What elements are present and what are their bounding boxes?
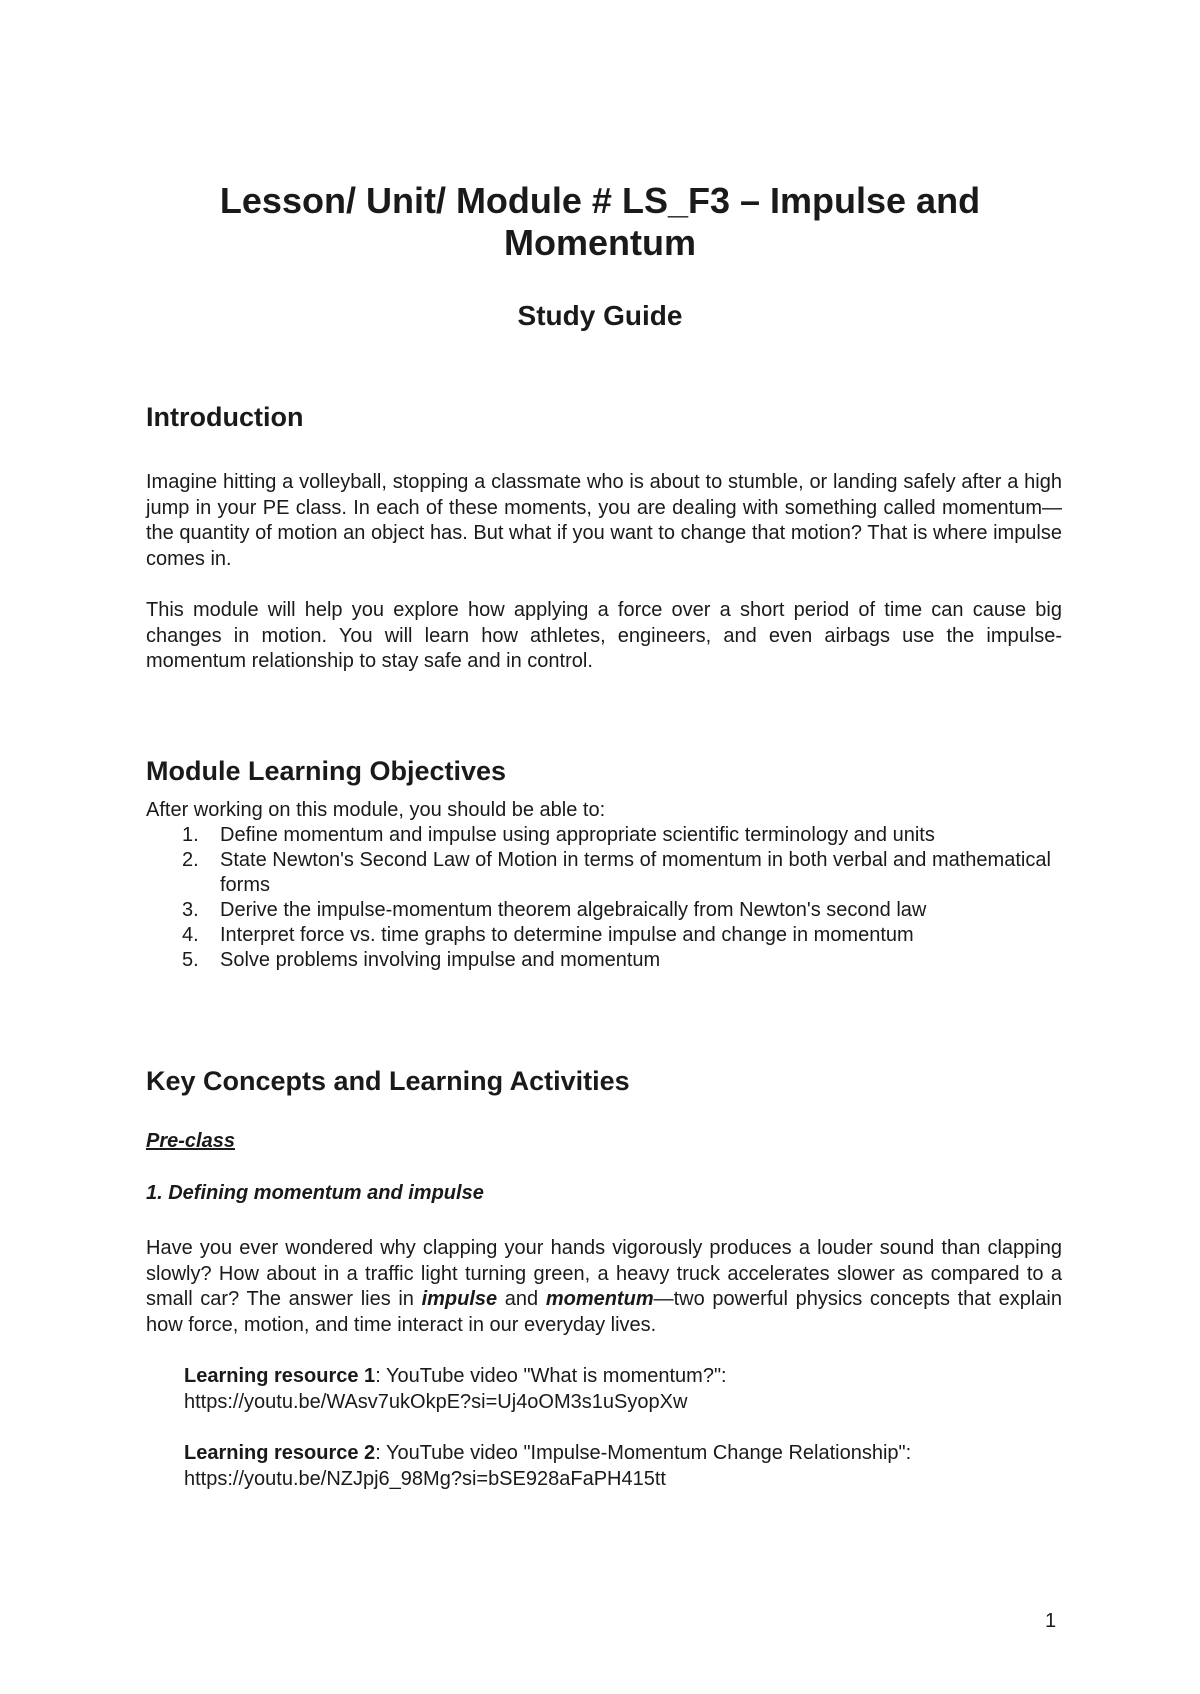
learning-resource-2 [184,1441,1064,1492]
objective-text: Define momentum and impulse using appropriate scientific terminology and units [220,824,935,846]
objectives-heading: Module Learning Objectives [146,756,507,786]
resource-label: Learning resource 1 [184,1365,376,1387]
objective-item [146,898,1062,923]
objective-text: Solve problems involving impulse and momentum [220,949,661,971]
objective-item [146,848,1062,898]
document-title: Lesson/ Unit/ Module # LS_F3 – Impulse and Momentum [219,180,981,263]
objectives-list [146,823,1062,973]
resource-description: : YouTube video "Impulse-Momentum Change Relationship": [375,1442,912,1464]
term-momentum: momentum [545,1288,654,1310]
section-1-text-before: Have you ever wondered why clapping your hands vigorously produces a louder sound than clapping slowly? How about in a traffic light turning green, a heavy truck accelerates slower as compared to a small car? The answer lies in [146,1237,1062,1310]
key-concepts-heading: Key Concepts and Learning Activities [146,1066,630,1096]
objective-text: Derive the impulse-momentum theorem algebraically from Newton's second law [220,899,927,921]
objective-text: Interpret force vs. time graphs to determine impulse and change in momentum [220,924,914,946]
document-subtitle: Study Guide [517,300,683,331]
resource-label: Learning resource 2 [184,1442,376,1464]
introduction-paragraph-2: This module will help you explore how applying a force over a short period of time can cause big changes in motion. You will learn how athletes, engineers, and even airbags use the impulse-momentum relationship to stay safe and in control. [146,599,1062,672]
section-1-text-and: and [497,1288,546,1310]
objective-text: State Newton's Second Law of Motion in terms of momentum in both verbal and mathematical forms [220,849,1051,896]
objectives-intro: After working on this module, you should be able to: [146,799,606,821]
objective-number: 3. [182,899,199,921]
page-number: 1 [1045,1610,1057,1632]
objective-number: 2. [182,849,199,871]
introduction-heading: Introduction [146,402,304,432]
resource-link[interactable]: https://youtu.be/WAsv7ukOkpE?si=Uj4oOM3s1uSyopXw [184,1390,688,1413]
objective-number: 4. [182,924,199,946]
resource-link[interactable]: https://youtu.be/NZJpj6_98Mg?si=bSE928aFaPH415tt [184,1467,666,1490]
section-1-paragraph [146,1236,1062,1338]
objective-item [146,948,1062,973]
term-impulse: impulse [421,1288,498,1310]
resource-description: : YouTube video "What is momentum?": [375,1365,727,1387]
objective-number: 1. [182,824,199,846]
preclass-label: Pre-class [146,1130,235,1152]
learning-resource-1 [184,1364,1064,1415]
objective-item [146,923,1062,948]
introduction-paragraph-1: Imagine hitting a volleyball, stopping a classmate who is about to stumble, or landing safely after a high jump in your PE class. In each of these moments, you are dealing with something called momentum—the quantity of motion an object has. But what if you want to change that motion? That is where impulse comes in. [146,471,1062,570]
objective-item [146,823,1062,848]
section-1-heading: 1. Defining momentum and impulse [146,1182,484,1204]
section-1-text-after: —two powerful physics concepts that explain how force, motion, and time interact in our everyday lives. [146,1288,1063,1336]
objective-number: 5. [182,949,199,971]
